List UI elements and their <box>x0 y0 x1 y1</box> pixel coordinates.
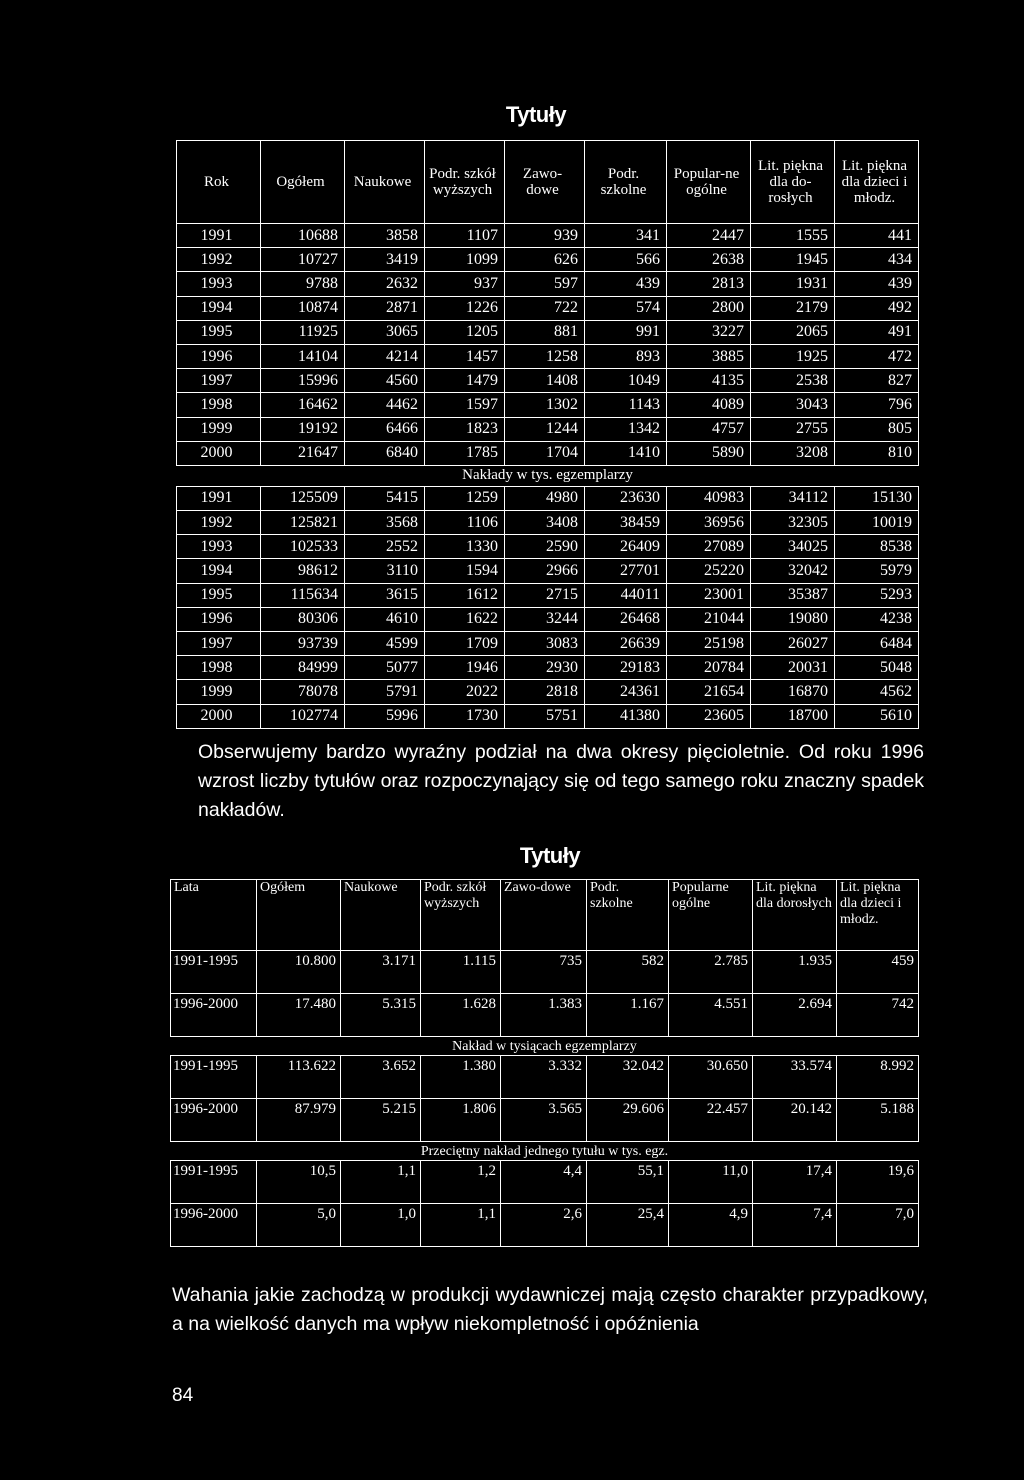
value-cell: 2871 <box>345 296 425 320</box>
value-cell: 125821 <box>261 511 345 535</box>
titles-circulation-table <box>176 140 918 729</box>
value-cell: 26027 <box>751 632 835 656</box>
column-header: Popularne ogólne <box>669 880 753 951</box>
value-cell: 9788 <box>261 272 345 296</box>
value-cell: 11,0 <box>669 1161 753 1204</box>
value-cell: 1408 <box>505 369 585 393</box>
value-cell: 27701 <box>585 559 667 583</box>
value-cell: 20031 <box>751 656 835 680</box>
value-cell: 55,1 <box>587 1161 669 1204</box>
value-cell: 805 <box>835 417 919 441</box>
value-cell: 19080 <box>751 607 835 631</box>
value-cell: 722 <box>505 296 585 320</box>
year-cell: 1991-1995 <box>171 1161 257 1204</box>
table-row <box>177 296 919 320</box>
value-cell: 566 <box>585 248 667 272</box>
value-cell: 25198 <box>667 632 751 656</box>
value-cell: 626 <box>505 248 585 272</box>
value-cell: 4,9 <box>669 1204 753 1247</box>
value-cell: 22.457 <box>669 1099 753 1142</box>
value-cell: 582 <box>587 951 669 994</box>
value-cell: 5.188 <box>837 1099 919 1142</box>
table-row <box>171 1099 919 1142</box>
value-cell: 4610 <box>345 607 425 631</box>
column-header: Ogółem <box>257 880 341 951</box>
value-cell: 3885 <box>667 344 751 368</box>
year-cell: 1995 <box>177 320 261 344</box>
value-cell: 10.800 <box>257 951 341 994</box>
value-cell: 1.167 <box>587 994 669 1037</box>
value-cell: 5.315 <box>341 994 421 1037</box>
year-cell: 1998 <box>177 393 261 417</box>
value-cell: 21654 <box>667 680 751 704</box>
value-cell: 10,5 <box>257 1161 341 1204</box>
value-cell: 2755 <box>751 417 835 441</box>
value-cell: 7,4 <box>753 1204 837 1247</box>
value-cell: 5415 <box>345 486 425 510</box>
value-cell: 1049 <box>585 369 667 393</box>
value-cell: 597 <box>505 272 585 296</box>
table-row <box>177 632 919 656</box>
value-cell: 574 <box>585 296 667 320</box>
year-cell: 1996-2000 <box>171 1099 257 1142</box>
value-cell: 3244 <box>505 607 585 631</box>
year-cell: 1991-1995 <box>171 951 257 994</box>
value-cell: 341 <box>585 224 667 248</box>
value-cell: 102533 <box>261 535 345 559</box>
value-cell: 38459 <box>585 511 667 535</box>
value-cell: 2813 <box>667 272 751 296</box>
value-cell: 34025 <box>751 535 835 559</box>
value-cell: 2538 <box>751 369 835 393</box>
table-row <box>177 344 919 368</box>
value-cell: 6484 <box>835 632 919 656</box>
value-cell: 3110 <box>345 559 425 583</box>
year-cell: 1997 <box>177 369 261 393</box>
value-cell: 1945 <box>751 248 835 272</box>
value-cell: 10727 <box>261 248 345 272</box>
value-cell: 491 <box>835 320 919 344</box>
column-header: Lit. piękna dla dorosłych <box>753 880 837 951</box>
value-cell: 4562 <box>835 680 919 704</box>
value-cell: 4238 <box>835 607 919 631</box>
value-cell: 1107 <box>425 224 505 248</box>
year-cell: 1994 <box>177 559 261 583</box>
value-cell: 1,2 <box>421 1161 501 1204</box>
table-row <box>171 951 919 994</box>
value-cell: 3.652 <box>341 1056 421 1099</box>
section-label: Przeciętny nakład jednego tytułu w tys. egz. <box>171 1142 919 1161</box>
year-cell: 1991-1995 <box>171 1056 257 1099</box>
value-cell: 23605 <box>667 704 751 728</box>
value-cell: 1555 <box>751 224 835 248</box>
column-header: Rok <box>177 141 261 224</box>
value-cell: 2930 <box>505 656 585 680</box>
value-cell: 3208 <box>751 441 835 465</box>
value-cell: 16462 <box>261 393 345 417</box>
value-cell: 10874 <box>261 296 345 320</box>
value-cell: 1594 <box>425 559 505 583</box>
value-cell: 2.694 <box>753 994 837 1037</box>
value-cell: 15130 <box>835 486 919 510</box>
value-cell: 25220 <box>667 559 751 583</box>
value-cell: 5890 <box>667 441 751 465</box>
value-cell: 87.979 <box>257 1099 341 1142</box>
column-header: Lata <box>171 880 257 951</box>
table-row <box>171 1161 919 1204</box>
value-cell: 3.332 <box>501 1056 587 1099</box>
table-row <box>177 656 919 680</box>
value-cell: 4089 <box>667 393 751 417</box>
value-cell: 4560 <box>345 369 425 393</box>
value-cell: 32305 <box>751 511 835 535</box>
column-header: Lit. piękna dla do-rosłych <box>751 141 835 224</box>
value-cell: 44011 <box>585 583 667 607</box>
value-cell: 1925 <box>751 344 835 368</box>
value-cell: 5,0 <box>257 1204 341 1247</box>
value-cell: 5048 <box>835 656 919 680</box>
value-cell: 10688 <box>261 224 345 248</box>
value-cell: 5293 <box>835 583 919 607</box>
value-cell: 125509 <box>261 486 345 510</box>
period-summary-table <box>170 879 918 1247</box>
value-cell: 2715 <box>505 583 585 607</box>
year-cell: 2000 <box>177 704 261 728</box>
value-cell: 3083 <box>505 632 585 656</box>
paragraph-fluctuations: Wahania jakie zachodzą w produkcji wydawniczej mają często charakter przypadkowy, a na wielkość danych ma wpływ niekompletność i opóźnienia <box>172 1284 928 1335</box>
year-cell: 1999 <box>177 680 261 704</box>
value-cell: 1946 <box>425 656 505 680</box>
value-cell: 1785 <box>425 441 505 465</box>
value-cell: 1143 <box>585 393 667 417</box>
value-cell: 1330 <box>425 535 505 559</box>
value-cell: 5979 <box>835 559 919 583</box>
section-label-row <box>171 1037 919 1056</box>
value-cell: 827 <box>835 369 919 393</box>
value-cell: 1.115 <box>421 951 501 994</box>
value-cell: 4214 <box>345 344 425 368</box>
section-label-row <box>177 465 919 486</box>
value-cell: 3408 <box>505 511 585 535</box>
column-header: Ogółem <box>261 141 345 224</box>
value-cell: 1457 <box>425 344 505 368</box>
value-cell: 1,1 <box>341 1161 421 1204</box>
value-cell: 23630 <box>585 486 667 510</box>
value-cell: 4599 <box>345 632 425 656</box>
value-cell: 2818 <box>505 680 585 704</box>
year-cell: 1995 <box>177 583 261 607</box>
value-cell: 5.215 <box>341 1099 421 1142</box>
value-cell: 3419 <box>345 248 425 272</box>
value-cell: 20.142 <box>753 1099 837 1142</box>
value-cell: 29183 <box>585 656 667 680</box>
value-cell: 115634 <box>261 583 345 607</box>
column-header: Naukowe <box>341 880 421 951</box>
section-label-row <box>171 1142 919 1161</box>
value-cell: 40983 <box>667 486 751 510</box>
year-cell: 1991 <box>177 486 261 510</box>
value-cell: 20784 <box>667 656 751 680</box>
value-cell: 17.480 <box>257 994 341 1037</box>
value-cell: 3043 <box>751 393 835 417</box>
table-row <box>177 486 919 510</box>
section-label: Nakład w tysiącach egzemplarzy <box>171 1037 919 1056</box>
value-cell: 3.171 <box>341 951 421 994</box>
table-row <box>177 680 919 704</box>
value-cell: 459 <box>837 951 919 994</box>
value-cell: 102774 <box>261 704 345 728</box>
value-cell: 3227 <box>667 320 751 344</box>
value-cell: 2632 <box>345 272 425 296</box>
value-cell: 2,6 <box>501 1204 587 1247</box>
year-cell: 1997 <box>177 632 261 656</box>
value-cell: 16870 <box>751 680 835 704</box>
value-cell: 1.935 <box>753 951 837 994</box>
value-cell: 98612 <box>261 559 345 583</box>
table-row <box>177 248 919 272</box>
value-cell: 893 <box>585 344 667 368</box>
value-cell: 15996 <box>261 369 345 393</box>
value-cell: 19192 <box>261 417 345 441</box>
value-cell: 1,0 <box>341 1204 421 1247</box>
table-header-row <box>177 141 919 224</box>
value-cell: 78078 <box>261 680 345 704</box>
value-cell: 472 <box>835 344 919 368</box>
value-cell: 7,0 <box>837 1204 919 1247</box>
value-cell: 1479 <box>425 369 505 393</box>
value-cell: 796 <box>835 393 919 417</box>
year-cell: 1993 <box>177 535 261 559</box>
page-number: 84 <box>172 1385 194 1406</box>
value-cell: 6840 <box>345 441 425 465</box>
year-cell: 1999 <box>177 417 261 441</box>
value-cell: 4462 <box>345 393 425 417</box>
value-cell: 32042 <box>751 559 835 583</box>
section-label: Nakłady w tys. egzemplarzy <box>177 465 919 486</box>
value-cell: 80306 <box>261 607 345 631</box>
value-cell: 29.606 <box>587 1099 669 1142</box>
value-cell: 1704 <box>505 441 585 465</box>
value-cell: 2590 <box>505 535 585 559</box>
value-cell: 2638 <box>667 248 751 272</box>
value-cell: 1931 <box>751 272 835 296</box>
value-cell: 25,4 <box>587 1204 669 1247</box>
value-cell: 2.785 <box>669 951 753 994</box>
value-cell: 2022 <box>425 680 505 704</box>
value-cell: 3568 <box>345 511 425 535</box>
value-cell: 6466 <box>345 417 425 441</box>
column-header: Zawo-dowe <box>501 880 587 951</box>
value-cell: 32.042 <box>587 1056 669 1099</box>
value-cell: 26639 <box>585 632 667 656</box>
value-cell: 439 <box>585 272 667 296</box>
value-cell: 1612 <box>425 583 505 607</box>
column-header: Popular-ne ogólne <box>667 141 751 224</box>
table-row <box>177 320 919 344</box>
table-row <box>177 704 919 728</box>
value-cell: 18700 <box>751 704 835 728</box>
column-header: Podr. szkół wyższych <box>421 880 501 951</box>
value-cell: 41380 <box>585 704 667 728</box>
column-header: Podr. szkolne <box>585 141 667 224</box>
table2-title: Tytuły <box>519 843 581 868</box>
value-cell: 2966 <box>505 559 585 583</box>
column-header: Naukowe <box>345 141 425 224</box>
table-row <box>177 607 919 631</box>
value-cell: 1.380 <box>421 1056 501 1099</box>
value-cell: 2447 <box>667 224 751 248</box>
value-cell: 35387 <box>751 583 835 607</box>
value-cell: 881 <box>505 320 585 344</box>
value-cell: 3065 <box>345 320 425 344</box>
value-cell: 441 <box>835 224 919 248</box>
value-cell: 30.650 <box>669 1056 753 1099</box>
value-cell: 10019 <box>835 511 919 535</box>
year-cell: 1992 <box>177 248 261 272</box>
value-cell: 5751 <box>505 704 585 728</box>
value-cell: 84999 <box>261 656 345 680</box>
value-cell: 3615 <box>345 583 425 607</box>
value-cell: 2800 <box>667 296 751 320</box>
year-cell: 1996-2000 <box>171 1204 257 1247</box>
value-cell: 742 <box>837 994 919 1037</box>
value-cell: 1823 <box>425 417 505 441</box>
value-cell: 1622 <box>425 607 505 631</box>
value-cell: 5996 <box>345 704 425 728</box>
value-cell: 1342 <box>585 417 667 441</box>
value-cell: 19,6 <box>837 1161 919 1204</box>
value-cell: 4.551 <box>669 994 753 1037</box>
year-cell: 1996 <box>177 607 261 631</box>
value-cell: 937 <box>425 272 505 296</box>
value-cell: 8538 <box>835 535 919 559</box>
value-cell: 113.622 <box>257 1056 341 1099</box>
value-cell: 1259 <box>425 486 505 510</box>
value-cell: 34112 <box>751 486 835 510</box>
value-cell: 1205 <box>425 320 505 344</box>
column-header: Podr. szkolne <box>587 880 669 951</box>
value-cell: 434 <box>835 248 919 272</box>
value-cell: 810 <box>835 441 919 465</box>
value-cell: 5610 <box>835 704 919 728</box>
value-cell: 33.574 <box>753 1056 837 1099</box>
value-cell: 1099 <box>425 248 505 272</box>
value-cell: 2065 <box>751 320 835 344</box>
value-cell: 1730 <box>425 704 505 728</box>
table-row <box>177 272 919 296</box>
value-cell: 1.628 <box>421 994 501 1037</box>
paragraph-intro: Obserwujemy bardzo wyraźny podział na dwa okresy pięcioletnie. Od roku 1996 wzrost liczby tytułów oraz rozpoczynający się od tego samego roku znaczny spadek nakładów. <box>198 741 924 821</box>
value-cell: 2179 <box>751 296 835 320</box>
value-cell: 24361 <box>585 680 667 704</box>
table-row <box>177 535 919 559</box>
value-cell: 27089 <box>667 535 751 559</box>
year-cell: 1996-2000 <box>171 994 257 1037</box>
value-cell: 14104 <box>261 344 345 368</box>
table-row <box>177 417 919 441</box>
value-cell: 1106 <box>425 511 505 535</box>
table-row <box>177 583 919 607</box>
value-cell: 991 <box>585 320 667 344</box>
table-row <box>177 393 919 417</box>
value-cell: 3858 <box>345 224 425 248</box>
column-header: Podr. szkół wyższych <box>425 141 505 224</box>
value-cell: 4135 <box>667 369 751 393</box>
column-header: Lit. piękna dla dzieci i młodz. <box>837 880 919 951</box>
column-header: Zawo-dowe <box>505 141 585 224</box>
value-cell: 439 <box>835 272 919 296</box>
table-row <box>177 511 919 535</box>
value-cell: 4980 <box>505 486 585 510</box>
value-cell: 735 <box>501 951 587 994</box>
value-cell: 1258 <box>505 344 585 368</box>
value-cell: 3.565 <box>501 1099 587 1142</box>
table-row <box>177 559 919 583</box>
column-header: Lit. piękna dla dzieci i młodz. <box>835 141 919 224</box>
table-header-row <box>171 880 919 951</box>
year-cell: 1991 <box>177 224 261 248</box>
value-cell: 1.383 <box>501 994 587 1037</box>
value-cell: 2552 <box>345 535 425 559</box>
table-row <box>177 369 919 393</box>
value-cell: 26468 <box>585 607 667 631</box>
value-cell: 1709 <box>425 632 505 656</box>
year-cell: 1998 <box>177 656 261 680</box>
value-cell: 26409 <box>585 535 667 559</box>
value-cell: 1302 <box>505 393 585 417</box>
value-cell: 93739 <box>261 632 345 656</box>
table1-title: Tytuły <box>505 102 567 127</box>
year-cell: 1994 <box>177 296 261 320</box>
table-row <box>171 994 919 1037</box>
table-row <box>171 1204 919 1247</box>
value-cell: 11925 <box>261 320 345 344</box>
value-cell: 492 <box>835 296 919 320</box>
value-cell: 1597 <box>425 393 505 417</box>
year-cell: 1992 <box>177 511 261 535</box>
year-cell: 2000 <box>177 441 261 465</box>
value-cell: 1244 <box>505 417 585 441</box>
value-cell: 17,4 <box>753 1161 837 1204</box>
value-cell: 1410 <box>585 441 667 465</box>
value-cell: 1226 <box>425 296 505 320</box>
value-cell: 939 <box>505 224 585 248</box>
value-cell: 4757 <box>667 417 751 441</box>
value-cell: 5077 <box>345 656 425 680</box>
value-cell: 1,1 <box>421 1204 501 1247</box>
table-row <box>171 1056 919 1099</box>
value-cell: 36956 <box>667 511 751 535</box>
value-cell: 4,4 <box>501 1161 587 1204</box>
value-cell: 5791 <box>345 680 425 704</box>
year-cell: 1993 <box>177 272 261 296</box>
table-row <box>177 441 919 465</box>
year-cell: 1996 <box>177 344 261 368</box>
value-cell: 8.992 <box>837 1056 919 1099</box>
value-cell: 21647 <box>261 441 345 465</box>
value-cell: 21044 <box>667 607 751 631</box>
value-cell: 1.806 <box>421 1099 501 1142</box>
value-cell: 23001 <box>667 583 751 607</box>
table-row <box>177 224 919 248</box>
